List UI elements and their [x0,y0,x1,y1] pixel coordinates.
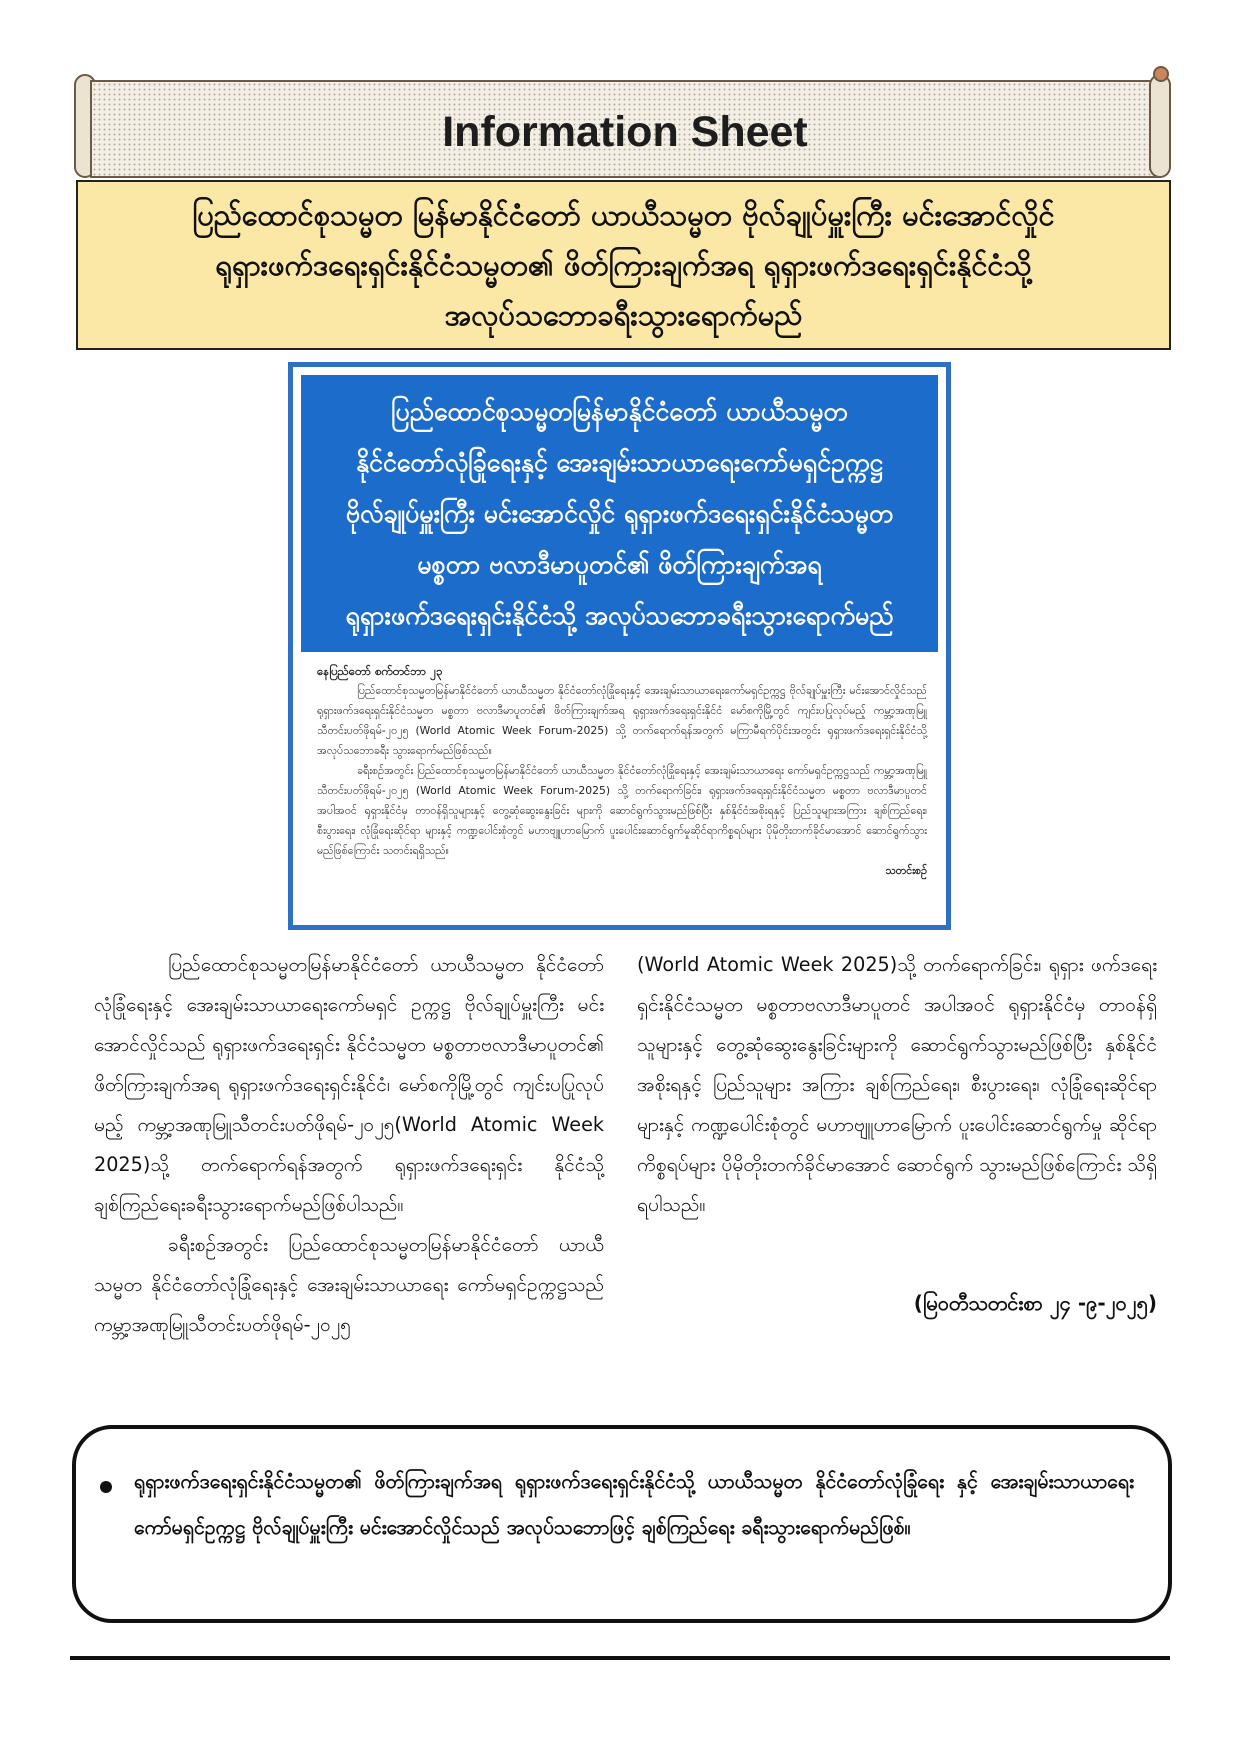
article-paragraph-2: ခရီးစဉ်အတွင်း ပြည်ထောင်စုသမ္မတမြန်မာနိုင်ငံတော် ယာယီသမ္မတ နိုင်ငံတော်လုံခြုံရေးနှင့် အေးချမ်းသာယာရေး ကော်မရှင်ဥက္ကဋ္ဌသည် ကမ္ဘာ့အဏုမြူသီတင်းပတ်ဖိုရမ်-၂၀၂၅ [94,1233,604,1336]
clipping-banner-line-2: နိုင်ငံတော်လုံခြုံရေးနှင့် အေးချမ်းသာယာရေးကော်မရှင်ဥက္ကဋ္ဌ [356,448,883,477]
headline-line-2: ရုရှားဖက်ဒရေးရှင်းနိုင်ငံသမ္မတ၏ ဖိတ်ကြားချက်အရ ရုရှားဖက်ဒရေးရှင်းနိုင်ငံသို့ [215,248,1032,282]
article-column-right [637,945,1157,1225]
clipping-banner-line-5: ရုရှားဖက်ဒရေးရှင်းနိုင်ငံသို့ အလုပ်သဘောခရီးသွားရောက်မည် [345,601,894,630]
headline-line-1: ပြည်ထောင်စုသမ္မတ မြန်မာနိုင်ငံတော် ယာယီသမ္မတ ဗိုလ်ချုပ်မှူးကြီး မင်းအောင်လှိုင် [192,198,1055,232]
clipping-signature: သတင်းစဉ် [885,864,927,877]
clipping-banner [301,375,938,652]
headline-line-3: အလုပ်သဘောခရီးသွားရောက်မည် [444,298,803,332]
clipping-banner-line-3: ဗိုလ်ချုပ်မှူးကြီး မင်းအောင်လှိုင် ရုရှားဖက်ဒရေးရှင်းနိုင်ငံသမ္မတ [345,499,894,528]
article-paragraph-1: ပြည်ထောင်စုသမ္မတမြန်မာနိုင်ငံတော် ယာယီသမ္မတ နိုင်ငံတော်လုံခြုံရေးနှင့် အေးချမ်းသာယာရေးကော်မရှင် ဥက္ကဋ္ဌ ဗိုလ်ချုပ်မှူးကြီး မင်းအောင်လှိုင်သည် ရုရှားဖက်ဒရေးရှင်း နိုင်ငံသမ္မတ မစ္စတာဗလာဒီမာပူတင်၏ ဖိတ်ကြားချက်အရ ရုရှားဖက်ဒရေးရှင်းနိုင်ငံ၊ မော်စကိုမြို့တွင် ကျင်းပပြုလုပ်မည့် ကမ္ဘာ့အဏုမြူသီတင်းပတ်ဖိုရမ်-၂၀၂၅(World Atomic Week 2025)သို့ တက်ရောက်ရန်အတွက် ရုရှားဖက်ဒရေးရှင်း နိုင်ငံသို့ ချစ်ကြည်ရေးခရီးသွားရောက်မည်ဖြစ်ပါသည်။ [94,953,604,1216]
clipping-banner-line-4: မစ္စတာ ဗလာဒီမာပူတင်၏ ဖိတ်ကြားချက်အရ [417,550,822,579]
clipping-body [317,661,927,881]
news-clipping [288,362,951,930]
article-column-left [94,945,604,1345]
headline-box [76,180,1171,350]
clipping-banner-line-1: ပြည်ထောင်စုသမ္မတမြန်မာနိုင်ငံတော် ယာယီသမ္မတ [391,397,848,426]
title-scroll-banner [70,72,1175,180]
footer-rule [70,1656,1170,1660]
summary-text: ရုရှားဖက်ဒရေးရှင်းနိုင်ငံသမ္မတ၏ ဖိတ်ကြားချက်အရ ရုရှားဖက်ဒရေးရှင်းနိုင်ငံသို့ ယာယီသမ္မတ နိုင်ငံတော်လုံခြုံရေး နှင့် အေးချမ်းသာယာရေးကော်မရှင်ဥက္ကဋ္ဌ ဗိုလ်ချုပ်မှူးကြီး မင်းအောင်လှိုင်သည် အလုပ်သဘောဖြင့် ချစ်ကြည်ရေး ခရီးသွားရောက်မည်ဖြစ်။ [134,1470,1134,1539]
clipping-paragraph-2: ခရီးစဉ်အတွင်း ပြည်ထောင်စုသမ္မတမြန်မာနိုင်ငံတော် ယာယီသမ္မတ နိုင်ငံတော်လုံခြုံရေးနှင့် အေးချမ်းသာယာရေး ကော်မရှင်ဥက္ကဋ္ဌသည် ကမ္ဘာ့အဏုမြူသီတင်းပတ်ဖိုရမ်-၂၀၂၅ (World Atomic Week Forum-2025) သို့ တက်ရောက်ခြင်း၊ ရုရှားဖက်ဒရေးရှင်းနိုင်ငံသမ္မတ မစ္စတာ ဗလာဒီမာပူတင် အပါအဝင် ရုရှားနိုင်ငံမှ တာဝန်ရှိသူများနှင့် တွေ့ဆုံဆွေးနွေးခြင်း များကို ဆောင်ရွက်သွားမည်ဖြစ်ပြီး နှစ်နိုင်ငံအစိုးရနှင့် ပြည်သူများအကြား ချစ်ကြည်ရေး၊ စီးပွားရေး၊ လုံခြုံရေးဆိုင်ရာ များနှင့် ကဏ္ဍပေါင်းစုံတွင် မဟာဗျူဟာမြောက် ပူးပေါင်းဆောင်ရွက်မှုဆိုင်ရာကိစ္စရပ်များ ပိုမိုတိုးတက်ခိုင်မာအောင် ဆောင်ရွက်သွားမည်ဖြစ်ကြောင်း သတင်းရရှိသည်။ [317,764,927,857]
article-paragraph-2-continued: (World Atomic Week 2025)သို့ တက်ရောက်ခြင်း၊ ရုရှား ဖက်ဒရေးရှင်းနိုင်ငံသမ္မတ မစ္စတာဗလာဒီမာပူတင် အပါအဝင် ရုရှားနိုင်ငံမှ တာဝန်ရှိသူများနှင့် တွေ့ဆုံဆွေးနွေးခြင်းများကို ဆောင်ရွက်သွားမည်ဖြစ်ပြီး နှစ်နိုင်ငံအစိုးရနှင့် ပြည်သူများ အကြား ချစ်ကြည်ရေး၊ စီးပွားရေး၊ လုံခြုံရေးဆိုင်ရာများနှင့် ကဏ္ဍပေါင်းစုံတွင် မဟာဗျူဟာမြောက် ပူးပေါင်းဆောင်ရွက်မှု ဆိုင်ရာကိစ္စရပ်များ ပိုမိုတိုးတက်ခိုင်မာအောင် ဆောင်ရွက် သွားမည်ဖြစ်ကြောင်း သိရှိရပါသည်။ [637,953,1157,1216]
clipping-paragraph-1: ပြည်ထောင်စုသမ္မတမြန်မာနိုင်ငံတော် ယာယီသမ္မတ နိုင်ငံတော်လုံခြုံရေးနှင့် အေးချမ်းသာယာရေးကော်မရှင်ဥက္ကဋ္ဌ ဗိုလ်ချုပ်မှူးကြီး မင်းအောင်လှိုင်သည် ရုရှားဖက်ဒရေးရှင်းနိုင်ငံသမ္မတ မစ္စတာ ဗလာဒီမာပူတင်၏ ဖိတ်ကြားချက်အရ ရုရှားဖက်ဒရေးရှင်းနိုင်ငံ မော်စကိုမြို့တွင် ကျင်းပပြုလုပ်မည့် ကမ္ဘာ့အဏုမြူသီတင်းပတ်ဖိုရမ်-၂၀၂၅ (World Atomic Week Forum-2025) သို့ တက်ရောက်ရန်အတွက် မကြာမီရက်ပိုင်းအတွင်း ရုရှားဖက်ဒရေးရှင်းနိုင်ငံသို့ အလုပ်သဘောခရီး သွားရောက်မည်ဖြစ်သည်။ [317,684,927,757]
page-title: Information Sheet [442,108,808,156]
scroll-body [90,80,1160,178]
clipping-dateline: နေပြည်တော် စက်တင်ဘာ ၂၃ [317,664,443,678]
bullet-icon [100,1481,112,1493]
scroll-roll-right [1149,74,1171,178]
article-source: (မြဝတီသတင်းစာ ၂၄ -၉-၂၀၂၅) [913,1291,1157,1315]
scroll-knob [1153,66,1169,82]
summary-box [72,1425,1172,1623]
